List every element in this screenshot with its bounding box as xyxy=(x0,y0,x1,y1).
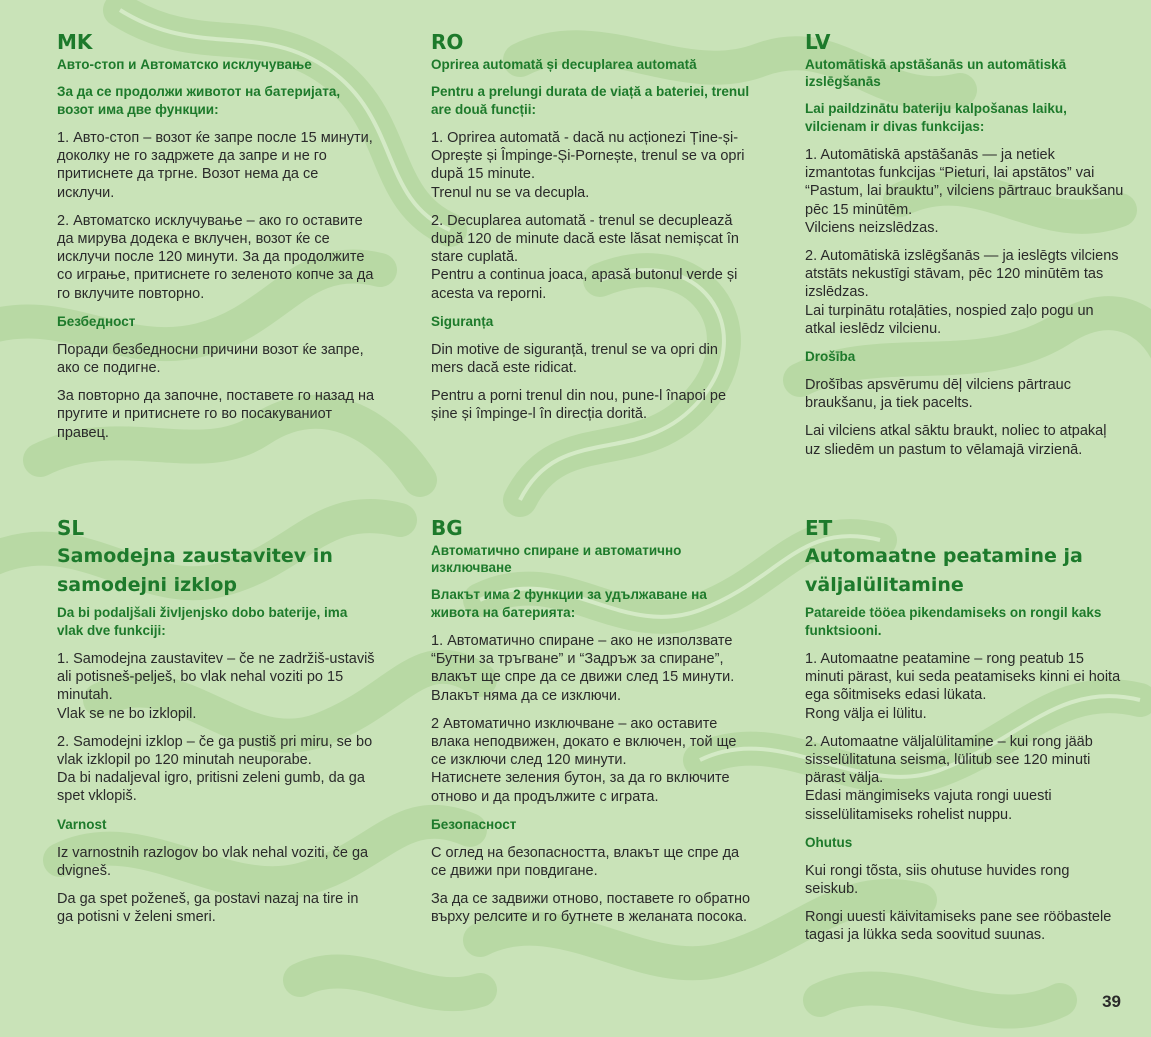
paragraph: 1. Samodejna zaustavitev – če ne zadržiš-ustaviš ali potisneš-pelješ, bo vlak nehal voziti po 15 minutah. Vlak se ne bo izklopil. xyxy=(57,651,375,722)
section-title: Авто-стоп и Автоматско исклучување xyxy=(57,57,312,72)
paragraph: Lai vilciens atkal sāktu braukt, noliec to atpakaļ uz sliedēm un pastum to vēlamajā virzienā. xyxy=(805,423,1107,458)
safety-heading: Ohutus xyxy=(805,834,853,850)
paragraph: Pentru a porni trenul din nou, pune-l înapoi pe șine și împinge-l în direcția dorită. xyxy=(431,388,727,423)
section-ro xyxy=(431,30,751,434)
paragraph: 1. Oprirea automată - dacă nu acționezi Ține-și-Oprește și Împinge-Și-Pornește, trenul se va opri după 15 minute. Trenul nu se va decupla. xyxy=(431,130,745,201)
paragraph: С оглед на безопасността, влакът ще спре да се движи при повдигане. xyxy=(431,844,740,880)
paragraph: 2. Samodejni izklop – če ga pustiš pri miru, se bo vlak izklopil po 120 minutah neuporabe. Da bi nadaljeval igro, pritisni zeleni gumb, da ga spet vklopiš. xyxy=(57,733,373,805)
section-title: Oprirea automată și decuplarea automată xyxy=(431,57,697,72)
section-sl xyxy=(57,516,377,936)
section-lv xyxy=(805,30,1125,469)
language-code: SL xyxy=(57,516,85,540)
section-title: Automaatne peatamine ja väljalülitamine xyxy=(805,545,1083,596)
paragraph: 2. Автоматско исклучување – ако го оставите да мирува додека е вклучен, возот ќе се исклучи после 120 минути. За да продолжите со играње, притиснете го зеленото копче за да го вклучите повторно. xyxy=(57,212,374,302)
page-number: 39 xyxy=(1102,992,1121,1011)
section-intro: Lai paildzinātu bateriju kalpošanas laiku, vilcienam ir divas funkcijas: xyxy=(805,101,1067,134)
section-title: Samodejna zaustavitev in samodejni izklop xyxy=(57,545,333,596)
section-et xyxy=(805,516,1125,955)
language-code: MK xyxy=(57,30,93,54)
language-code: BG xyxy=(431,516,463,540)
paragraph: Drošības apsvērumu dēļ vilciens pārtrauc braukšanu, ja tiek pacelts. xyxy=(805,377,1071,412)
paragraph: 1. Automaatne peatamine – rong peatub 15 minuti pärast, kui seda peatamiseks kinni ei hoita ega sõitmiseks edasi lükata. Rong välja ei lülitu. xyxy=(805,651,1121,722)
language-code: ET xyxy=(805,516,833,540)
paragraph: 2. Decuplarea automată - trenul se decuplează după 120 de minute dacă este lăsat nemișcat în stare cuplată. Pentru a continua joaca, apasă butonul verde și acesta va reporni. xyxy=(431,212,739,302)
section-title: Automātiskā apstāšanās un automātiskā izslēgšanās xyxy=(805,57,1067,89)
section-intro: Da bi podaljšali življenjsko dobo baterije, ima vlak dve funkciji: xyxy=(57,605,348,638)
paragraph: Поради безбедносни причини возот ќе запре, ако се подигне. xyxy=(57,341,364,377)
safety-heading: Siguranța xyxy=(431,313,494,329)
section-bg xyxy=(431,516,751,937)
section-intro: Patareide tööea pikendamiseks on rongil kaks funktsiooni. xyxy=(805,605,1102,638)
paragraph: 1. Автоматично спиране – ако не използвате “Бутни за тръгване” и “Задръж за спиране”, влакът ще спре да се движи след 15 минути. Влакът няма да се изключи. xyxy=(431,633,735,704)
safety-heading: Drošība xyxy=(805,349,856,365)
paragraph: Kui rongi tõsta, siis ohutuse huvides rong seiskub. xyxy=(805,862,1070,898)
section-mk xyxy=(57,30,377,452)
paragraph: Da ga spet poženeš, ga postavi nazaj na tire in ga potisni v želeni smeri. xyxy=(57,891,359,926)
paragraph: За повторно да започне, поставете го назад на пругите и притиснете го во посакуваниот правец. xyxy=(57,388,375,441)
language-code: RO xyxy=(431,30,464,54)
paragraph: Rongi uuesti käivitamiseks pane see rööbastele tagasi ja lükka seda soovitud suunas. xyxy=(805,909,1112,944)
paragraph: 2. Automātiskā izslēgšanās — ja ieslēgts vilciens atstāts nekustīgi stāvam, pēc 120 minūtēm tas izslēdzas. Lai turpinātu rotaļāties, nospied zaļo pogu un atkal ieslēdz vilcienu. xyxy=(805,248,1119,337)
section-intro: Влакът има 2 функции за удължаване на живота на батерията: xyxy=(431,587,707,620)
paragraph: 1. Авто-стоп – возот ќе запре после 15 минути, доколку не го задржете да запре и не го притиснете да тргне. Возот нема да се исклучи. xyxy=(57,130,373,201)
paragraph: 2 Автоматично изключване – ако оставите влака неподвижен, докато е включен, той ще се изключи след 120 минути. Натиснете зеления бутон, за да го включите отново и да продължите с играта. xyxy=(431,715,737,805)
safety-heading: Безопасност xyxy=(431,816,517,832)
paragraph: Iz varnostnih razlogov bo vlak nehal voziti, če ga dvigneš. xyxy=(57,844,369,879)
paragraph: 2. Automaatne väljalülitamine – kui rong jääb sisselülitatuna seisma, lülitub see 120 minuti pärast välja. Edasi mängimiseks vajuta rongi uuesti sisselülitamiseks rohelist nuppu. xyxy=(805,733,1093,823)
section-intro: Pentru a prelungi durata de viață a bateriei, trenul are două funcții: xyxy=(431,84,750,117)
language-code: LV xyxy=(805,30,831,54)
section-intro: За да се продолжи животот на батеријата, возот има две функции: xyxy=(57,84,341,117)
safety-heading: Varnost xyxy=(57,816,107,832)
safety-heading: Безбедност xyxy=(57,313,136,329)
paragraph: За да се задвижи отново, поставете го обратно върху релсите и го бутнете в желаната посока. xyxy=(431,891,751,926)
paragraph: Din motive de siguranță, trenul se va opri din mers dacă este ridicat. xyxy=(431,341,718,377)
paragraph: 1. Automātiskā apstāšanās — ja netiek izmantotas funkcijas “Pieturi, lai apstātos” vai “Pastum, lai brauktu”, vilciens pārtrauc braukšanu pēc 15 minūtēm. Vilciens neizslēdzas. xyxy=(805,147,1124,236)
section-title: Автоматично спиране и автоматично изключване xyxy=(431,543,682,575)
